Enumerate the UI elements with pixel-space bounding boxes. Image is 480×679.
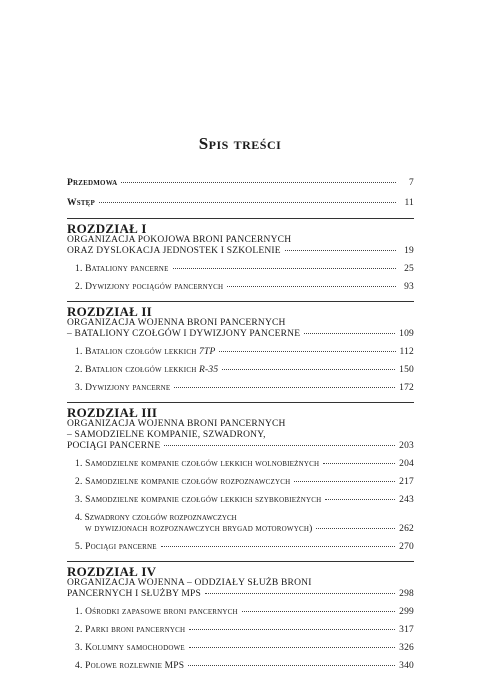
dot-leader xyxy=(189,629,395,630)
chapter-divider xyxy=(67,402,414,403)
toc-entry-label: Wstęp xyxy=(67,198,96,208)
toc-entry-continuation xyxy=(75,524,414,535)
dot-leader xyxy=(174,387,395,388)
toc-entry[interactable] xyxy=(67,347,414,358)
toc-entry-page: 217 xyxy=(399,477,414,487)
chapter-title-line: – SAMODZIELNE KOMPANIE, SZWADRONY, xyxy=(67,430,266,440)
toc-entry-page: 19 xyxy=(404,246,414,256)
dot-leader xyxy=(227,286,396,287)
toc-entry-label: 1. Ośrodki zapasowe broni pancernych xyxy=(75,607,238,617)
toc-entry-multiline[interactable] xyxy=(67,513,414,535)
chapter-heading: ROZDZIAŁ I xyxy=(67,221,147,236)
dot-leader xyxy=(121,182,396,183)
chapter-heading: ROZDZIAŁ III xyxy=(67,405,158,420)
chapter-2 xyxy=(67,306,414,394)
toc-entry[interactable] xyxy=(67,625,414,636)
toc-entry[interactable] xyxy=(67,459,414,470)
toc-entry-label: 4. Szwadrony czołgów rozpoznawczych xyxy=(75,513,237,523)
toc-entry-label: w dywizjonach rozpoznawczych brygad motorowych) xyxy=(85,524,313,534)
toc-entry-label-text: 2. Batalion czołgów lekkich xyxy=(75,365,200,375)
table-of-contents xyxy=(67,178,414,672)
chapter-divider xyxy=(67,218,414,219)
toc-entry-page: 298 xyxy=(399,589,414,599)
chapter-title-line: ORAZ DYSLOKACJA JEDNOSTEK I SZKOLENIE xyxy=(67,246,281,256)
chapter-title-line: ORGANIZACJA WOJENNA BRONI PANCERNYCH xyxy=(67,318,286,328)
toc-entry-page: 340 xyxy=(399,661,414,671)
dot-leader xyxy=(173,268,396,269)
toc-entry-page: 25 xyxy=(404,264,414,274)
chapter-title-line: ORGANIZACJA WOJENNA BRONI PANCERNYCH xyxy=(67,419,286,429)
toc-entry-label: Przedmowa xyxy=(67,178,118,188)
toc-entry-page: 11 xyxy=(404,198,414,208)
toc-entry-page: 93 xyxy=(404,282,414,292)
toc-entry[interactable] xyxy=(67,365,414,376)
dot-leader xyxy=(285,250,396,251)
toc-entry[interactable] xyxy=(67,542,414,553)
dot-leader xyxy=(99,202,396,203)
dot-leader xyxy=(189,647,395,648)
page-title: Spis treści xyxy=(198,134,282,153)
toc-entry-page: 317 xyxy=(399,625,414,635)
chapter-heading: ROZDZIAŁ II xyxy=(67,304,152,319)
chapter-title-entry[interactable] xyxy=(67,441,414,452)
chapter-title-line: ORGANIZACJA WOJENNA – ODDZIAŁY SŁUŻB BRONI xyxy=(67,578,312,588)
toc-entry-label: 3. Dywizjony pancerne xyxy=(75,383,171,393)
toc-entry[interactable] xyxy=(67,264,414,275)
toc-entry-label: 1. Bataliony pancerne xyxy=(75,264,169,274)
toc-entry-page: 270 xyxy=(399,542,414,552)
chapter-heading: ROZDZIAŁ IV xyxy=(67,564,157,579)
tank-model: R-35 xyxy=(199,365,219,375)
toc-entry[interactable] xyxy=(67,607,414,618)
dot-leader xyxy=(222,369,395,370)
toc-entry-label-text: 1. Batalion czołgów lekkich xyxy=(75,347,200,357)
dot-leader xyxy=(294,481,395,482)
toc-entry-page: 7 xyxy=(409,178,414,188)
toc-entry-page: 150 xyxy=(399,365,414,375)
dot-leader xyxy=(205,593,395,594)
toc-entry-page: 203 xyxy=(399,441,414,451)
toc-entry-label: 2. Parki broni pancernych xyxy=(75,625,186,635)
toc-entry[interactable] xyxy=(67,477,414,488)
toc-entry-page: 326 xyxy=(399,643,414,653)
chapter-title-line: ORGANIZACJA POKOJOWA BRONI PANCERNYCH xyxy=(67,235,292,245)
toc-entry[interactable] xyxy=(67,282,414,293)
chapter-1 xyxy=(67,223,414,293)
toc-entry[interactable] xyxy=(67,661,414,672)
dot-leader xyxy=(219,351,395,352)
toc-entry-page: 109 xyxy=(399,329,414,339)
toc-entry[interactable] xyxy=(67,643,414,654)
toc-entry-label: 2. Samodzielne kompanie czołgów rozpoznawczych xyxy=(75,477,291,487)
dot-leader xyxy=(164,445,395,446)
chapter-title-entry[interactable] xyxy=(67,329,414,340)
toc-entry-label: 4. Polowe rozlewnie MPS xyxy=(75,661,185,671)
dot-leader xyxy=(316,528,395,529)
chapter-title-line: POCIĄGI PANCERNE xyxy=(67,441,161,451)
toc-entry-label: 3. Kolumny samochodowe xyxy=(75,643,185,653)
chapter-divider xyxy=(67,561,414,562)
chapter-title-entry[interactable] xyxy=(67,246,414,257)
toc-entry-page: 112 xyxy=(399,347,414,357)
tank-model: 7TP xyxy=(199,347,216,357)
chapter-title-entry[interactable] xyxy=(67,589,414,600)
dot-leader xyxy=(304,333,395,334)
toc-entry-page: 172 xyxy=(399,383,414,393)
toc-entry-wstep[interactable] xyxy=(67,198,414,209)
toc-entry-label: 5. Pociągi pancerne xyxy=(75,542,157,552)
toc-entry-page: 299 xyxy=(399,607,414,617)
dot-leader xyxy=(242,611,395,612)
toc-entry-label xyxy=(75,347,215,358)
chapter-title-line: PANCERNYCH I SŁUŻBY MPS xyxy=(67,589,202,599)
toc-entry-page: 243 xyxy=(399,495,414,505)
toc-entry-page: 262 xyxy=(399,524,414,534)
dot-leader xyxy=(161,546,395,547)
chapter-title-line: – BATALIONY CZOŁGÓW I DYWIZJONY PANCERNE xyxy=(67,329,301,339)
toc-entry[interactable] xyxy=(67,495,414,506)
dot-leader xyxy=(323,463,395,464)
toc-entry-label: 2. Dywizjony pociągów pancernych xyxy=(75,282,224,292)
chapter-divider xyxy=(67,301,414,302)
dot-leader xyxy=(188,665,395,666)
toc-entry-label: 1. Samodzielne kompanie czołgów lekkich wolnobieżnych xyxy=(75,459,320,469)
toc-entry[interactable] xyxy=(67,383,414,394)
chapter-4 xyxy=(67,566,414,672)
toc-entry-page: 204 xyxy=(399,459,414,469)
chapter-3 xyxy=(67,407,414,553)
dot-leader xyxy=(325,499,395,500)
toc-entry-przedmowa[interactable] xyxy=(67,178,414,189)
toc-entry-label: 3. Samodzielne kompanie czołgów lekkich szybkobieżnych xyxy=(75,495,322,505)
toc-entry-label xyxy=(75,365,218,376)
